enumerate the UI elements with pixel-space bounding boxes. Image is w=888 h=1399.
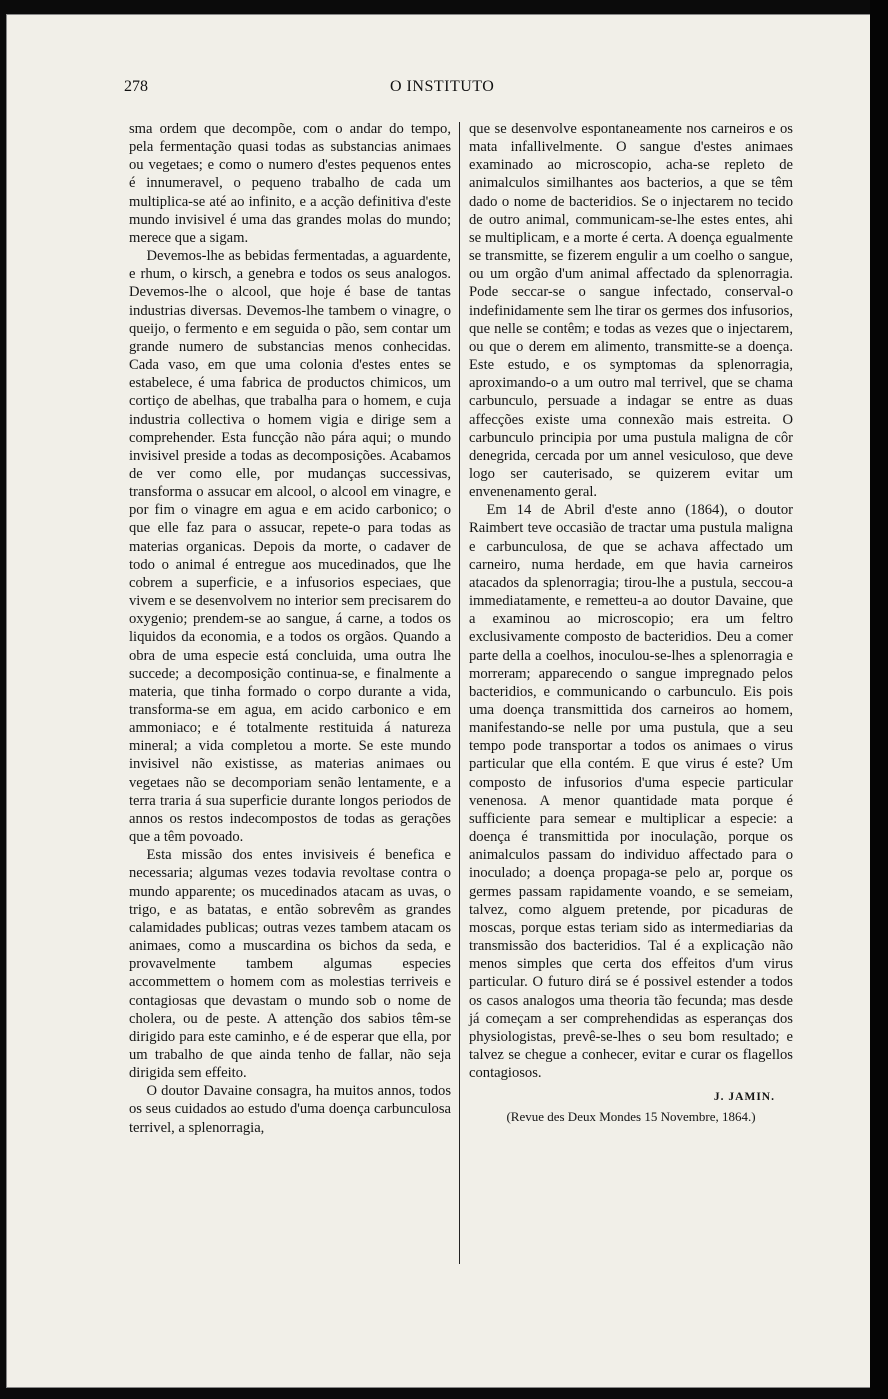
paragraph: que se desenvolve espontaneamente nos carneiros e os mata infallivelmente. O sangue d'estes animaes examinado ao microscopio, acha-se repleto de animalculos similhantes aos bacterios, a que se têm dado o nome de bacteridios. Se o injectarem no tecido de outro animal, communicam-se-lhe estes entes, ahi se multiplicam, e a morte é certa. A doença egualmente se transmitte, se fizerem engulir a um coelho o sangue, ou um orgão d'um animal affectado da splenorragia. Pode seccar-se o sangue infectado, conserval-o indefinidamente sem lhe tirar os germes dos infusorios, que nelle se contêm; e todas as vezes que o injectarem, ou que o derem em alimento, transmitte-se a doença. Este estudo, e os symptomas da splenorragia, aproximando-o a um outro mal terrivel, que se chama carbunculo, persuade a indagar se entre as duas affecções existe uma connexão mais estreita. O carbunculo principia por uma pustula maligna de côr denegrida, cercada por um annel vesiculoso, que deve logo ser cauterisado, se quizerem evitar um envenenamento geral.	[469, 121, 793, 501]
column-divider	[459, 122, 460, 1264]
source-citation: (Revue des Deux Mondes 15 Novembre, 1864.)	[506, 1109, 756, 1125]
paragraph: O doutor Davaine consagra, ha muitos annos, todos os seus cuidados ao estudo d'uma doença carbunculosa terrivel, a splenorragia,	[129, 1083, 451, 1136]
left-column	[129, 120, 451, 1137]
page-header	[124, 78, 784, 104]
page-number: 278	[124, 78, 148, 95]
paragraph: Esta missão dos entes invisiveis é benefica e necessaria; algumas vezes todavia revoltase contra o mundo apparente; os mucedinados atacam as uvas, o trigo, e as batatas, e então sobrevêm as grandes calamidades publicas; outras vezes tambem atacam os animaes, como a muscardina os bichos da seda, e provavelmente tambem algumas especies accommettem o homem com as molestias terriveis e contagiosas que devastam o mundo sob o nome de cholera, ou de peste. A attenção dos sabios têm-se dirigido para este caminho, e é de esperar que ella, por um trabalho de que ainda tenho de fallar, não seja dirigida sem effeito.	[129, 847, 451, 1082]
author-signature: J. JAMIN.	[713, 1091, 775, 1104]
paragraph: Em 14 de Abril d'este anno (1864), o doutor Raimbert teve occasião de tractar uma pustula maligna e carbunculosa, de que se achava affectado um carneiro, numa herdade, em que havia carneiros atacados da splenorragia; tirou-lhe a pustula, seccou-a immediatamente, e remetteu-a ao doutor Davaine, que a examinou ao microscopio; era um feltro exclusivamente composto de bacteridios. Deu a comer parte della a coelhos, inoculou-se-lhes a splenorragia e morreram; apparecendo o sangue impregnado pelos bacteridios, e communicando o carbunculo. Eis pois uma doença transmittida dos carneiros ao homem, manifestando-se nelle por uma pustula, que a seu tempo pode transportar a todos os animaes o virus particular que ella contém. E que virus é este? Um composto de infusorios d'uma especie particular venenosa. A menor quantidade mata porque é sufficiente para semear e multiplicar a especie: a doença é transmittida por inoculação, porque os animalculos passam do individuo affectado para o inoculado; a doença propaga-se pelo ar, porque os germes passam rapidamente voando, e se semeiam, talvez, como alguem pretende, por picaduras de moscas, porque estas teriam sido as intermediarias da transmissão dos bacteridios. Tal é a explicação não menos simples que certa dos effeitos d'um virus particular. O futuro dirá se é possivel estender a todos os casos analogos uma theoria tão fecunda; mas desde já começam a ser comprehendidas as esperanças dos physiologistas, prevê-se-lhes o seu bom resultado; e talvez se chegue a conhecer, evitar e curar os flagellos contagiosos.	[469, 502, 793, 1082]
right-column	[469, 120, 793, 1127]
scan-border	[870, 0, 888, 1399]
running-title: O INSTITUTO	[390, 78, 495, 95]
paragraph: sma ordem que decompõe, com o andar do tempo, pela fermentação quasi todas as substancias animaes ou vegetaes; e como o numero d'estes pequenos entes é innumeravel, o pequeno trabalho de cada um multiplica-se até ao infinito, e a acção definitiva d'este mundo invisivel é uma das grandes molas do mundo; merece que a sigam.	[129, 121, 451, 246]
paragraph: Devemos-lhe as bebidas fermentadas, a aguardente, e rhum, o kirsch, a genebra e todos os seus analogos. Devemos-lhe o alcool, que hoje é base de tantas industrias diversas. Devemos-lhe tambem o vinagre, o queijo, o fermento e em seguida o pão, sem contar um grande numero de substancias menos conhecidas. Cada vaso, em que uma colonia d'estes entes se estabelece, é uma fabrica de productos chimicos, um cortiço de abelhas, que trabalha para o homem, e cuja industria collectiva o homem vigia e dirige sem a comprehender. Esta funcção não pára aqui; o mundo invisivel preside a todas as decomposições. Acabamos de ver como elle, por mudanças successivas, transforma o assucar em alcool, o alcool em vinagre, e por fim o vinagre em agua e em acido carbonico; o que elle faz para o assucar, repete-o para todas as materias organicas. Depois da morte, o cadaver de todo o animal é entregue aos mucedinados, que lhe cobrem a superficie, e a infusorios especiaes, que vivem e se desenvolvem no interior sem precisarem do oxygenio; prendem-se ao sangue, á carne, a todos os liquidos da economia, e a todos os orgãos. Quando a obra de uma especie está concluida, uma outra lhe succede; a decomposição continua-se, e finalmente a materia, que tinha formado o corpo durante a vida, transforma-se em agua, em acido carbonico e em ammoniaco; e é totalmente restituida á natureza mineral; a vida completou a morte. Se este mundo invisivel não existisse, as materias animaes ou vegetaes não se decomporiam senão lentamente, e a terra traria á sua superficie durante longos periodos de annos os restos indecompostos de todas as gerações que a têm povoado.	[129, 248, 451, 846]
